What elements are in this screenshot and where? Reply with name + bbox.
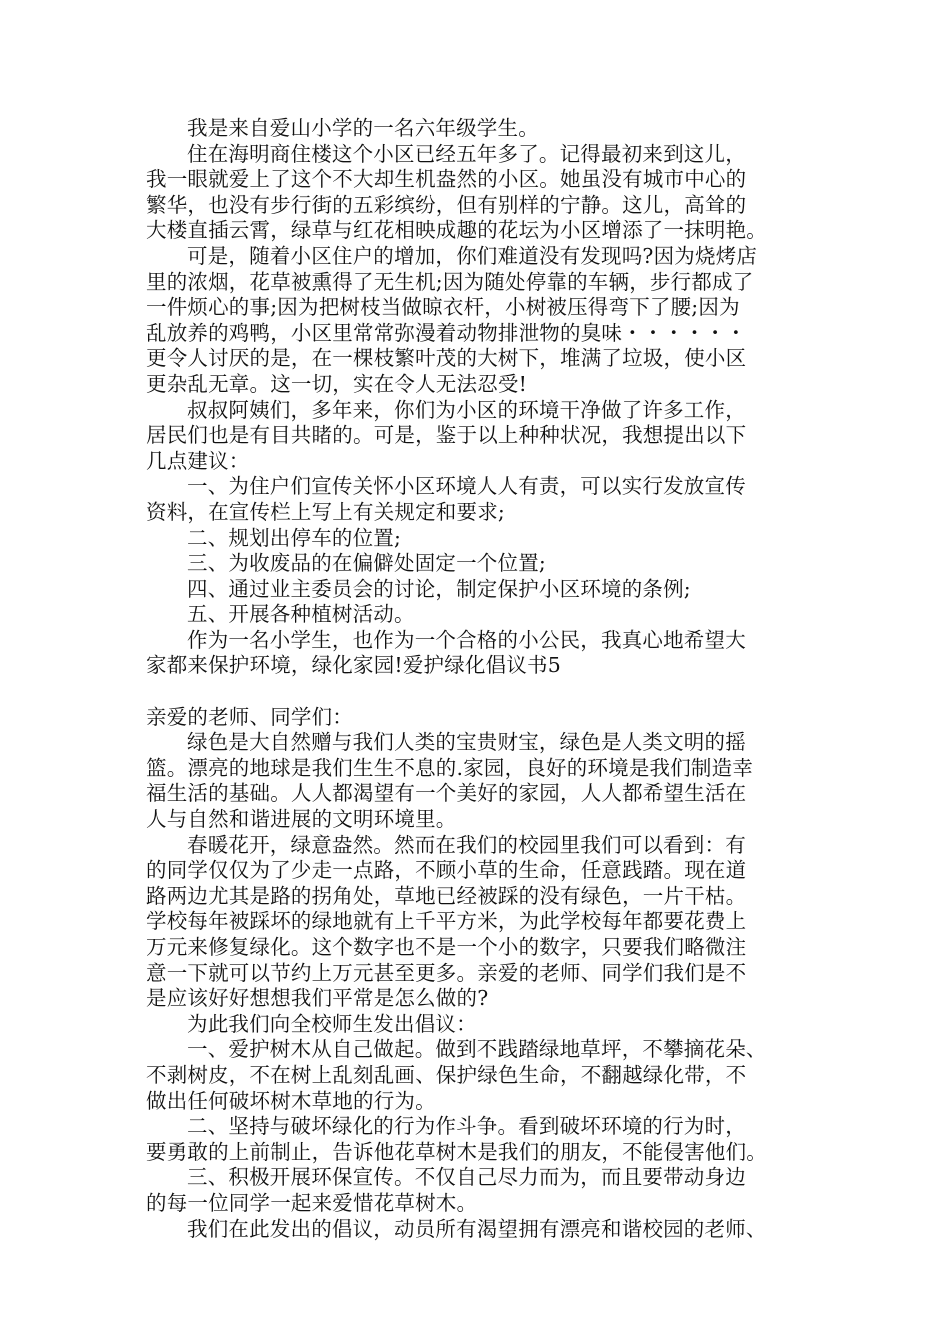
- text-line: 作为一名小学生，也作为一个合格的小公民，我真心地希望大: [187, 627, 746, 652]
- text-line: 大楼直插云霄，绿草与红花相映成趣的花坛为小区增添了一抹明艳。: [146, 218, 767, 243]
- text-line: 二、规划出停车的位置;: [187, 525, 402, 550]
- text-line: 四、通过业主委员会的讨论，制定保护小区环境的条例;: [187, 576, 691, 601]
- text-line: 三、为收废品的在偏僻处固定一个位置;: [187, 551, 547, 576]
- text-line: 为此我们向全校师生发出倡议：: [187, 1011, 477, 1036]
- text-line: 更令人讨厌的是，在一棵枝繁叶茂的大树下，堆满了垃圾，使小区: [146, 346, 747, 371]
- text-line: 叔叔阿姨们，多年来，你们为小区的环境干净做了许多工作，: [187, 397, 746, 422]
- text-line: 亲爱的老师、同学们：: [146, 704, 353, 729]
- text-line: 二、坚持与破坏绿化的行为作斗争。看到破坏环境的行为时，: [187, 1114, 746, 1139]
- text-line: 居民们也是有目共睹的。可是，鉴于以上种种状况，我想提出以下: [146, 423, 747, 448]
- text-line: 里的浓烟，花草被熏得了无生机;因为随处停靠的车辆，步行都成了: [146, 269, 754, 294]
- blank-line: [146, 679, 806, 705]
- text-line: 我们在此发出的倡议，动员所有渴望拥有漂亮和谐校园的老师、: [187, 1216, 767, 1241]
- text-line: 的同学仅仅为了少走一点路，不顾小草的生命，任意践踏。现在道: [146, 858, 747, 883]
- text-line: 住在海明商住楼这个小区已经五年多了。记得最初来到这儿，: [187, 141, 746, 166]
- text-line: 几点建议：: [146, 448, 250, 473]
- text-line: 一、为住户们宣传关怀小区环境人人有责，可以实行发放宣传: [187, 474, 746, 499]
- text-line: 要勇敢的上前制止，告诉他花草树木是我们的朋友，不能侵害他们。: [146, 1139, 767, 1164]
- text-line: 我是来自爱山小学的一名六年级学生。: [187, 116, 539, 140]
- text-line: 一、爱护树木从自己做起。做到不践踏绿地草坪，不攀摘花朵、: [187, 1037, 767, 1062]
- text-line: 乱放养的鸡鸭，小区里常常弥漫着动物排泄物的臭味・・・・・・: [146, 320, 747, 345]
- text-line: 人与自然和谐进展的文明环境里。: [146, 807, 457, 832]
- text-line: 福生活的基础。人人都渴望有一个美好的家园，人人都希望生活在: [146, 781, 747, 806]
- text-line: 是应该好好想想我们平常是怎么做的?: [146, 986, 489, 1011]
- text-line: 不剥树皮，不在树上乱刻乱画、保护绿色生命，不翻越绿化带，不: [146, 1062, 747, 1087]
- text-line: 绿色是大自然赠与我们人类的宝贵财宝，绿色是人类文明的摇: [187, 730, 746, 755]
- text-line: 的每一位同学一起来爱惜花草树木。: [146, 1190, 478, 1215]
- text-line: 更杂乱无章。这一切，实在令人无法忍受!: [146, 371, 528, 396]
- text-line: 五、开展各种植树活动。: [187, 602, 415, 627]
- document-page: [146, 116, 806, 1242]
- text-line: 繁华，也没有步行街的五彩缤纷，但有别样的宁静。这儿，高耸的: [146, 192, 747, 217]
- text-line: 一件烦心的事;因为把树枝当做晾衣杆，小树被压得弯下了腰;因为: [146, 295, 740, 320]
- text-line: 意一下就可以节约上万元甚至更多。亲爱的老师、同学们我们是不: [146, 960, 747, 985]
- text-line: 家都来保护环境，绿化家园!爱护绿化倡议书5: [146, 653, 561, 678]
- text-line: 春暖花开，绿意盎然。然而在我们的校园里我们可以看到：有: [187, 832, 746, 857]
- text-line: 可是，随着小区住户的增加，你们难道没有发现吗?因为烧烤店: [187, 243, 758, 268]
- text-line: 资料，在宣传栏上写上有关规定和要求;: [146, 499, 506, 524]
- text-line: 我一眼就爱上了这个不大却生机盎然的小区。她虽没有城市中心的: [146, 167, 747, 192]
- text-line: 篮。漂亮的地球是我们生生不息的.家园，良好的环境是我们制造幸: [146, 755, 754, 780]
- text-line: 万元来修复绿化。这个数字也不是一个小的数字，只要我们略微注: [146, 935, 747, 959]
- text-line: 学校每年被踩坏的绿地就有上千平方米，为此学校每年都要花费上: [146, 909, 747, 934]
- text-line: 路两边尤其是路的拐角处，草地已经被踩的没有绿色，一片干枯。: [146, 883, 747, 908]
- text-line: 做出任何破坏树木草地的行为。: [146, 1088, 436, 1113]
- text-line: 三、积极开展环保宣传。不仅自己尽力而为，而且要带动身边: [187, 1165, 746, 1190]
